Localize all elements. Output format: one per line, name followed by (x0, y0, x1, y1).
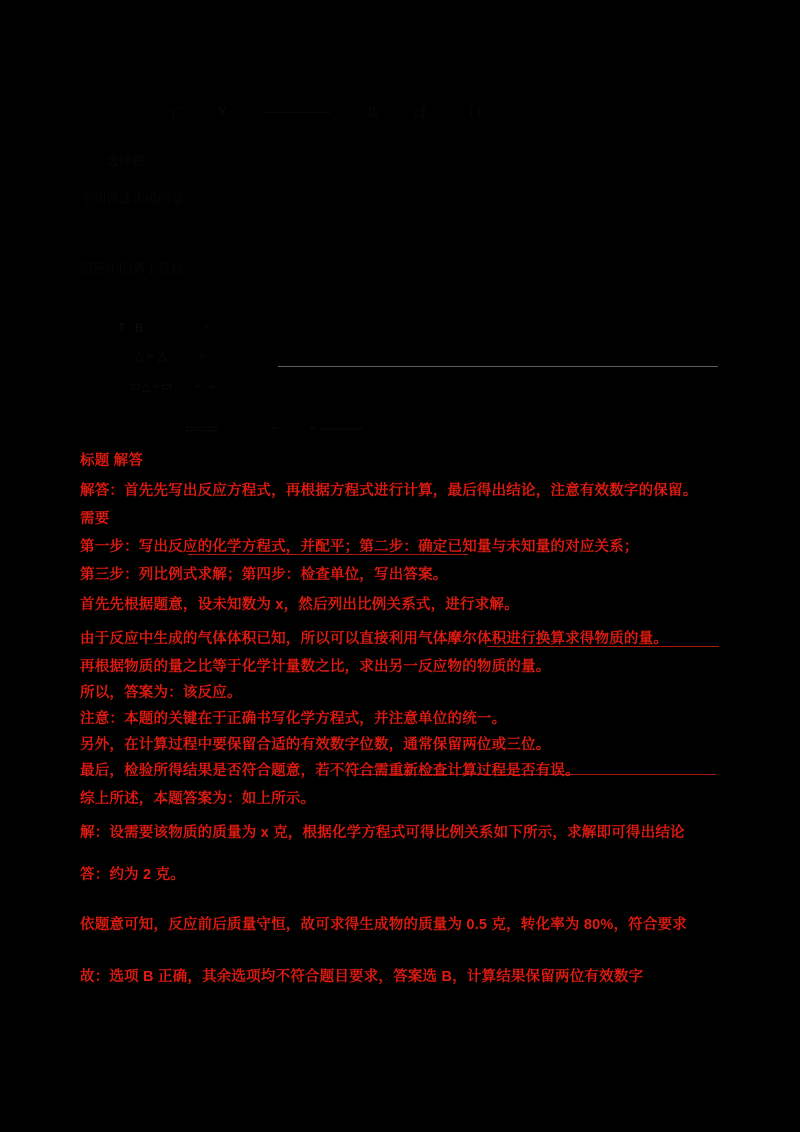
annotation-line-17: 故：选项 B 正确，其余选项均不符合题目要求，答案选 B，计算结果保留两位有效数字 (80, 969, 644, 985)
annotation-line-16: 依题意可知，反应前后质量守恒，故可求得生成物的质量为 0.5 克，转化率为 80%，符合要求 (80, 917, 687, 933)
header-glyph-6: （） (461, 104, 490, 120)
header-glyph-4: 盐 (365, 104, 380, 120)
header-glyph-5: ば (413, 104, 428, 120)
annotation-line-13: 综上所述，本题答案为：如上所示。 (80, 791, 316, 807)
annotation-line-1: 标题 解答 (80, 453, 144, 469)
body-paragraph-3: 溶液中的离子反应 (80, 261, 185, 276)
formula-line-4: ▭▭▭ ⌐ ⌐ ———⌐ (165, 421, 363, 435)
body-paragraph-2: 下列说法正确的是 (80, 191, 185, 206)
header-glyph-3: ————— (261, 103, 332, 119)
annotation-line-2: 解答：首先先写出反应方程式，再根据方程式进行计算，最后得出结论，注意有效数字的保留。 (80, 483, 698, 499)
annotation-line-10: 注意：本题的关键在于正确书写化学方程式，并注意单位的统一。 (80, 711, 507, 727)
header-glyph-2: Y (218, 103, 228, 119)
annotation-line-14: 解：设需要该物质的质量为 x 克，根据化学方程式可得比例关系如下所示，求解即可得出结论 (80, 825, 685, 841)
annotation-line-7: 由于反应中生成的气体体积已知，所以可以直接利用气体摩尔体积进行换算求得物质的量。 (80, 631, 668, 647)
annotation-line-15: 答：约为 2 克。 (80, 867, 185, 883)
annotation-line-8: 再根据物质的量之比等于化学计量数之比，求出另一反应物的物质的量。 (80, 659, 551, 675)
annotation-line-12: 最后，检验所得结果是否符合题意，若不符合需重新检查计算过程是否有误。 (80, 763, 580, 779)
annotation-line-3: 需要 (80, 511, 110, 527)
annotation-line-6: 首先先根据题意，设未知数为 x，然后列出比例关系式，进行求解。 (80, 597, 519, 613)
formula-line-2: △ ⌐ △ ⌐ (128, 349, 208, 363)
annotation-line-4: 第一步：写出反应的化学方程式，并配平；第二步：确定已知量与未知量的对应关系； (80, 539, 639, 555)
annotation-line-5: 第三步：列比例式求解；第四步：检查单位，写出答案。 (80, 567, 448, 583)
body-paragraph-1: 一、选择题 (80, 153, 146, 168)
annotation-line-9: 所以，答案为：该反应。 (80, 685, 242, 701)
page-header-glyphs (170, 98, 590, 124)
formula-line-3: ▭△ ⌐▭ ⌐ ⌐ (130, 379, 217, 393)
formula-line-1: T B ⁻ ⁺ (118, 321, 210, 335)
header-glyph-1: 亡 (170, 104, 185, 120)
divider-rule-1 (278, 366, 718, 367)
annotation-line-11: 另外，在计算过程中要保留合适的有效数字位数，通常保留两位或三位。 (80, 737, 551, 753)
